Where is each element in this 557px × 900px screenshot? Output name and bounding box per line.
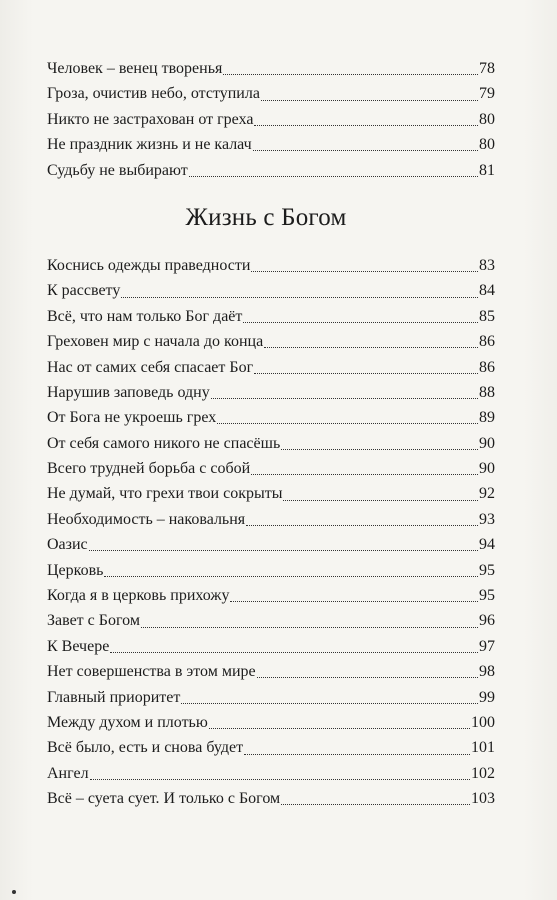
dot-leader bbox=[261, 100, 478, 101]
toc-entry bbox=[47, 608, 495, 633]
toc-entry bbox=[47, 532, 495, 557]
toc-entries-after bbox=[47, 253, 495, 812]
dot-leader bbox=[223, 74, 478, 75]
dot-leader bbox=[89, 550, 478, 551]
toc-entry-page-number: 90 bbox=[479, 434, 495, 452]
toc-entry bbox=[47, 481, 495, 506]
dot-leader bbox=[121, 297, 478, 298]
toc-entry bbox=[47, 685, 495, 710]
table-of-contents bbox=[47, 56, 495, 812]
toc-entry-title: Нарушив заповедь одну bbox=[47, 383, 210, 401]
toc-entry-page-number: 78 bbox=[479, 60, 495, 77]
dot-leader bbox=[254, 373, 478, 374]
toc-entry-title: Всё, что нам только Бог даёт bbox=[47, 307, 243, 325]
toc-entry bbox=[47, 405, 495, 430]
toc-entry-page-number: 103 bbox=[471, 790, 495, 808]
toc-entry bbox=[47, 107, 495, 132]
dot-leader bbox=[230, 601, 478, 602]
dot-leader bbox=[209, 728, 470, 729]
toc-entry-page-number: 94 bbox=[479, 536, 495, 554]
toc-entry-title: К рассвету bbox=[47, 282, 121, 300]
toc-entry bbox=[47, 355, 495, 380]
toc-entry-page-number: 84 bbox=[479, 282, 495, 300]
toc-entry bbox=[47, 558, 495, 583]
toc-entry-title: Коснись одежды праведности bbox=[47, 256, 251, 274]
toc-entry-title: Нас от самих себя спасает Бог bbox=[47, 358, 254, 376]
toc-entry-page-number: 85 bbox=[479, 307, 495, 325]
toc-entry-page-number: 90 bbox=[479, 460, 495, 478]
toc-entry-page-number: 79 bbox=[479, 85, 495, 103]
dot-leader bbox=[217, 423, 478, 424]
toc-entry-title: Греховен мир с начала до конца bbox=[47, 333, 264, 351]
toc-entry-title: К Вечере bbox=[47, 637, 110, 655]
dot-leader bbox=[246, 525, 478, 526]
toc-entry-page-number: 97 bbox=[479, 637, 495, 655]
toc-entry-title: Необходимость – наковальня bbox=[47, 510, 246, 528]
toc-entry-title: Гроза, очистив небо, отступила bbox=[47, 85, 260, 103]
toc-entry-title: Между духом и плотью bbox=[47, 713, 208, 731]
dot-leader bbox=[141, 627, 478, 628]
toc-entry-title: Оазис bbox=[47, 536, 88, 554]
toc-entry-title: Никто не застрахован от греха bbox=[47, 110, 254, 128]
dot-leader bbox=[243, 322, 478, 323]
toc-entry bbox=[47, 583, 495, 608]
toc-entry-page-number: 95 bbox=[479, 587, 495, 605]
toc-entry bbox=[47, 132, 495, 157]
toc-entry-title: Когда я в церковь прихожу bbox=[47, 587, 230, 605]
toc-entry-title: Главный приоритет bbox=[47, 688, 181, 706]
toc-entry bbox=[47, 304, 495, 329]
toc-entry bbox=[47, 380, 495, 405]
toc-entry-title: Нет совершенства в этом мире bbox=[47, 663, 256, 681]
dot-leader bbox=[181, 703, 478, 704]
toc-entries-before bbox=[47, 56, 495, 183]
toc-entry-page-number: 96 bbox=[479, 612, 495, 630]
toc-entry-page-number: 80 bbox=[479, 136, 495, 154]
toc-entry bbox=[47, 431, 495, 456]
toc-entry bbox=[47, 786, 495, 811]
toc-entry bbox=[47, 329, 495, 354]
toc-entry bbox=[47, 507, 495, 532]
toc-entry-title: Завет с Богом bbox=[47, 612, 140, 630]
toc-entry bbox=[47, 278, 495, 303]
dot-leader bbox=[110, 652, 478, 653]
toc-entry-page-number: 88 bbox=[479, 383, 495, 401]
dot-leader bbox=[281, 449, 478, 450]
dot-leader bbox=[90, 779, 470, 780]
toc-entry-page-number: 100 bbox=[471, 713, 495, 731]
toc-entry-page-number: 102 bbox=[471, 764, 495, 782]
toc-entry bbox=[47, 710, 495, 735]
toc-entry-page-number: 81 bbox=[479, 161, 495, 179]
dot-leader bbox=[264, 347, 478, 348]
toc-entry-page-number: 89 bbox=[479, 409, 495, 427]
toc-entry-title: Человек – венец творенья bbox=[47, 60, 223, 77]
toc-entry-title: Не праздник жизнь и не калач bbox=[47, 136, 252, 154]
toc-entry-page-number: 92 bbox=[479, 485, 495, 503]
toc-entry-title: Судьбу не выбирают bbox=[47, 161, 188, 179]
toc-entry bbox=[47, 659, 495, 684]
toc-entry-page-number: 98 bbox=[479, 663, 495, 681]
toc-entry-title: Не думай, что грехи твои сокрыты bbox=[47, 485, 283, 503]
toc-entry bbox=[47, 761, 495, 786]
toc-entry-page-number: 86 bbox=[479, 358, 495, 376]
dot-leader bbox=[257, 677, 478, 678]
toc-entry bbox=[47, 253, 495, 278]
toc-entry-page-number: 95 bbox=[479, 561, 495, 579]
page-mark bbox=[12, 890, 16, 894]
toc-entry bbox=[47, 158, 495, 183]
toc-entry-title: Всё – суета сует. И только с Богом bbox=[47, 790, 281, 808]
toc-entry-title: Всё было, есть и снова будет bbox=[47, 739, 244, 757]
toc-entry-title: От Бога не укроешь грех bbox=[47, 409, 217, 427]
toc-entry bbox=[47, 81, 495, 106]
dot-leader bbox=[189, 176, 478, 177]
toc-entry-title: От себя самого никого не спасёшь bbox=[47, 434, 281, 452]
toc-entry-page-number: 86 bbox=[479, 333, 495, 351]
dot-leader bbox=[251, 271, 478, 272]
toc-entry bbox=[47, 735, 495, 760]
toc-entry bbox=[47, 634, 495, 659]
toc-entry-page-number: 99 bbox=[479, 688, 495, 706]
toc-entry bbox=[47, 456, 495, 481]
dot-leader bbox=[253, 150, 478, 151]
dot-leader bbox=[104, 576, 478, 577]
dot-leader bbox=[283, 500, 478, 501]
dot-leader bbox=[281, 804, 470, 805]
toc-entry-page-number: 80 bbox=[479, 110, 495, 128]
dot-leader bbox=[254, 125, 478, 126]
toc-entry-page-number: 83 bbox=[479, 256, 495, 274]
dot-leader bbox=[251, 474, 478, 475]
dot-leader bbox=[211, 398, 478, 399]
toc-entry-title: Церковь bbox=[47, 561, 104, 579]
toc-entry-title: Ангел bbox=[47, 764, 89, 782]
toc-entry-page-number: 101 bbox=[471, 739, 495, 757]
toc-entry bbox=[47, 56, 495, 81]
toc-entry-page-number: 93 bbox=[479, 510, 495, 528]
dot-leader bbox=[244, 754, 470, 755]
section-title: Жизнь с Богом bbox=[185, 203, 347, 231]
toc-entry-title: Всего трудней борьба с собой bbox=[47, 460, 251, 478]
